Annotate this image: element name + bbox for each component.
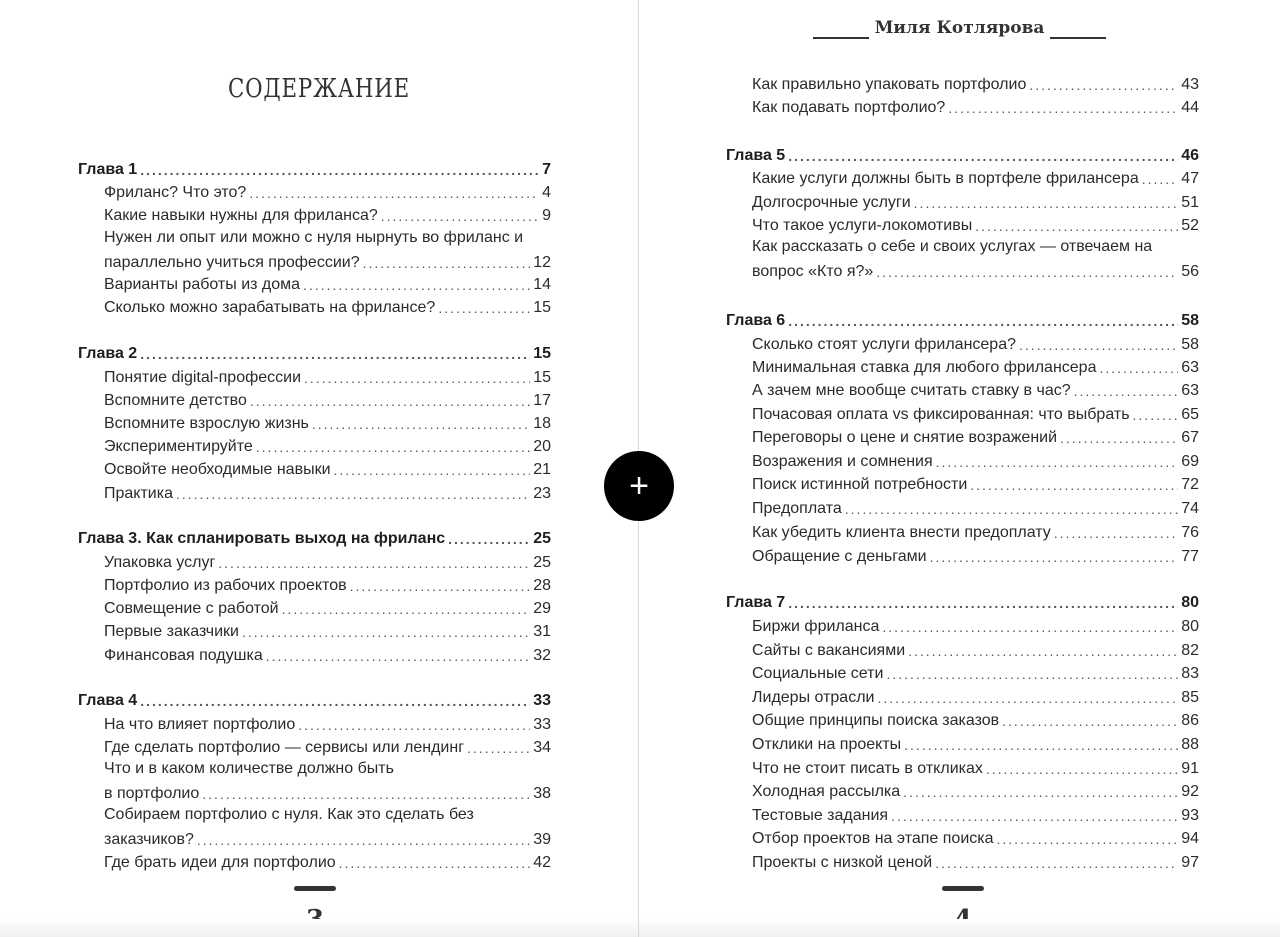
toc-entry[interactable] bbox=[726, 473, 1199, 495]
toc-entry-title: параллельно учиться профессии? bbox=[104, 254, 360, 271]
dot-leader bbox=[256, 437, 530, 457]
toc-page-number: 67 bbox=[1181, 429, 1199, 446]
toc-page-number: 15 bbox=[533, 345, 551, 362]
toc-entry-title: Собираем портфолио с нуля. Как это сделать без bbox=[104, 806, 474, 823]
toc-entry-title: Вспомните детство bbox=[104, 392, 247, 409]
toc-chapter[interactable] bbox=[726, 591, 1199, 613]
toc-chapter[interactable] bbox=[726, 144, 1199, 166]
dot-leader bbox=[1060, 428, 1178, 448]
dot-leader bbox=[448, 529, 530, 549]
toc-page-number: 17 bbox=[533, 392, 551, 409]
chapter-title: Глава 3. Как спланировать выход на фриланс bbox=[78, 530, 446, 547]
toc-entry-title: Предоплата bbox=[752, 500, 842, 517]
author-name: Миля Котлярова bbox=[874, 18, 1045, 38]
dot-leader bbox=[363, 253, 531, 273]
folio-ornament bbox=[942, 886, 984, 891]
dot-leader bbox=[242, 622, 530, 642]
dot-leader bbox=[1002, 711, 1178, 731]
chapter-title: Глава 6 bbox=[726, 312, 786, 329]
toc-chapter[interactable] bbox=[78, 158, 551, 180]
plus-icon: + bbox=[629, 467, 649, 505]
toc-page-number: 28 bbox=[533, 577, 551, 594]
dot-leader bbox=[303, 275, 530, 295]
toc-page-number: 34 bbox=[533, 739, 551, 756]
toc-entry[interactable] bbox=[726, 709, 1199, 731]
toc-entry[interactable] bbox=[78, 204, 551, 226]
toc-entry-title: Отбор проектов на этапе поиска bbox=[752, 830, 994, 847]
dot-leader bbox=[876, 262, 1178, 282]
toc-entry-title: Поиск истинной потребности bbox=[752, 476, 968, 493]
dot-leader bbox=[1029, 75, 1178, 95]
dot-leader bbox=[312, 414, 530, 434]
page-shadow bbox=[0, 919, 638, 937]
toc-page-number: 83 bbox=[1181, 665, 1199, 682]
toc-entry[interactable] bbox=[78, 551, 551, 573]
dot-leader bbox=[1074, 381, 1179, 401]
dot-leader bbox=[788, 593, 1178, 613]
dot-leader bbox=[930, 547, 1179, 567]
toc-page-number: 97 bbox=[1181, 854, 1199, 871]
dot-leader bbox=[882, 617, 1178, 637]
toc-entry[interactable] bbox=[78, 181, 551, 203]
toc-page-number: 58 bbox=[1181, 312, 1199, 329]
toc-page-number: 25 bbox=[533, 530, 551, 547]
toc-page-number: 7 bbox=[542, 161, 551, 178]
toc-page-number: 31 bbox=[533, 623, 551, 640]
toc-page-number: 58 bbox=[1181, 336, 1199, 353]
toc-entry[interactable] bbox=[726, 333, 1199, 355]
toc-page-number: 42 bbox=[533, 854, 551, 871]
toc-entry-title: Как рассказать о себе и своих услугах — отвечаем на bbox=[752, 238, 1153, 255]
toc-entry[interactable] bbox=[726, 757, 1199, 779]
dot-leader bbox=[877, 688, 1178, 708]
toc-page-number: 33 bbox=[533, 716, 551, 733]
toc-entry[interactable] bbox=[726, 662, 1199, 684]
running-head bbox=[639, 18, 1280, 39]
toc-page-number: 4 bbox=[542, 184, 551, 201]
toc-entry-title: Первые заказчики bbox=[104, 623, 239, 640]
toc-entry-title: Тестовые задания bbox=[752, 807, 889, 824]
dot-leader bbox=[1054, 523, 1178, 543]
toc-entry-title: Что и в каком количестве должно быть bbox=[104, 760, 394, 777]
toc-entry-title: Переговоры о цене и снятие возражений bbox=[752, 429, 1058, 446]
toc-entry[interactable] bbox=[726, 615, 1199, 637]
toc-entry-title: Какие услуги должны быть в портфеле фрилансера bbox=[752, 170, 1139, 187]
chapter-title: Глава 1 bbox=[78, 161, 138, 178]
toc-entry-title: Почасовая оплата vs фиксированная: что выбрать bbox=[752, 406, 1130, 423]
toc-page-number: 20 bbox=[533, 438, 551, 455]
toc-entry[interactable] bbox=[78, 251, 551, 273]
toc-page-number: 33 bbox=[533, 692, 551, 709]
toc-entry[interactable] bbox=[726, 851, 1199, 873]
dot-leader bbox=[202, 784, 530, 804]
toc-entry[interactable] bbox=[78, 597, 551, 619]
toc-page-number: 46 bbox=[1181, 147, 1199, 164]
toc-page-number: 91 bbox=[1181, 760, 1199, 777]
toc-page-number: 29 bbox=[533, 600, 551, 617]
dot-leader bbox=[218, 553, 530, 573]
dot-leader bbox=[266, 646, 530, 666]
toc-entry-title: Варианты работы из дома bbox=[104, 276, 301, 293]
toc-entry[interactable] bbox=[726, 497, 1199, 519]
chapter-title: Глава 7 bbox=[726, 594, 786, 611]
toc-entry[interactable] bbox=[78, 482, 551, 504]
toc-entry-title: Проекты с низкой ценой bbox=[752, 854, 933, 871]
toc-entry[interactable] bbox=[726, 521, 1199, 543]
toc-entry[interactable] bbox=[78, 435, 551, 457]
chapter-title: Глава 5 bbox=[726, 147, 786, 164]
toc-entry[interactable] bbox=[78, 828, 551, 850]
toc-chapter[interactable] bbox=[726, 309, 1199, 331]
toc-entry-title: Как подавать портфолио? bbox=[752, 99, 946, 116]
toc-page-number: 56 bbox=[1181, 263, 1199, 280]
toc-page-number: 15 bbox=[533, 299, 551, 316]
toc-entry[interactable] bbox=[78, 458, 551, 480]
dot-leader bbox=[788, 311, 1178, 331]
dot-leader bbox=[908, 641, 1178, 661]
dot-leader bbox=[1142, 169, 1178, 189]
dot-leader bbox=[467, 738, 530, 758]
toc-entry-title: Что не стоит писать в откликах bbox=[752, 760, 983, 777]
dot-leader bbox=[140, 691, 530, 711]
toc-page-number: 25 bbox=[533, 554, 551, 571]
toc-entry[interactable] bbox=[78, 620, 551, 642]
toc-entry-title: Сайты с вакансиями bbox=[752, 642, 906, 659]
dot-leader bbox=[886, 664, 1178, 684]
toc-entry[interactable] bbox=[78, 644, 551, 666]
toc-entry-title: Как убедить клиента внести предоплату bbox=[752, 524, 1051, 541]
page-shadow bbox=[639, 919, 1280, 937]
folio-ornament bbox=[294, 886, 336, 891]
toc-entry-title: Нужен ли опыт или можно с нуля нырнуть во фриланс и bbox=[104, 229, 524, 246]
toc-page-number: 12 bbox=[533, 254, 551, 271]
toc-page-number: 80 bbox=[1181, 594, 1199, 611]
toc-chapter[interactable] bbox=[78, 527, 551, 549]
toc-entry[interactable] bbox=[726, 167, 1199, 189]
chapter-title: Глава 4 bbox=[78, 692, 138, 709]
page-title: СОДЕРЖАНИЕ bbox=[227, 74, 411, 104]
dot-leader bbox=[1099, 358, 1178, 378]
toc-entry[interactable] bbox=[78, 366, 551, 388]
dot-leader bbox=[948, 98, 1178, 118]
dot-leader bbox=[438, 298, 530, 318]
toc-entry[interactable] bbox=[78, 736, 551, 758]
dot-leader bbox=[970, 475, 1178, 495]
dot-leader bbox=[140, 344, 530, 364]
toc-entry[interactable] bbox=[726, 260, 1199, 282]
toc-page-number: 18 bbox=[533, 415, 551, 432]
toc-entry-title: заказчиков? bbox=[104, 831, 194, 848]
toc-page-number: 93 bbox=[1181, 807, 1199, 824]
dot-leader bbox=[936, 452, 1179, 472]
toc-page-number: 15 bbox=[533, 369, 551, 386]
dot-leader bbox=[891, 806, 1178, 826]
dot-leader bbox=[381, 206, 539, 226]
dot-leader bbox=[350, 576, 531, 596]
toc-entry-title: Минимальная ставка для любого фрилансера bbox=[752, 359, 1097, 376]
toc-entry-title: Социальные сети bbox=[752, 665, 884, 682]
toc-entry-title: Обращение с деньгами bbox=[752, 548, 927, 565]
toc-entry[interactable] bbox=[726, 403, 1199, 425]
dot-leader bbox=[788, 146, 1178, 166]
toc-page-number: 92 bbox=[1181, 783, 1199, 800]
toc-entry-title: Портфолио из рабочих проектов bbox=[104, 577, 347, 594]
toc-page-number: 39 bbox=[533, 831, 551, 848]
toc-entry-title: вопрос «Кто я?» bbox=[752, 263, 874, 280]
toc-page-number: 88 bbox=[1181, 736, 1199, 753]
toc-entry-title: Холодная рассылка bbox=[752, 783, 901, 800]
dot-leader bbox=[845, 499, 1178, 519]
toc-entry[interactable] bbox=[78, 782, 551, 804]
toc-entry[interactable] bbox=[78, 412, 551, 434]
dot-leader bbox=[975, 216, 1178, 236]
dot-leader bbox=[304, 368, 530, 388]
toc-page-number: 9 bbox=[542, 207, 551, 224]
toc-entry-title: На что влияет портфолио bbox=[104, 716, 296, 733]
toc-page-number: 51 bbox=[1181, 194, 1199, 211]
toc-entry-title: в портфолио bbox=[104, 785, 200, 802]
toc-entry-title: Финансовая подушка bbox=[104, 647, 263, 664]
left-page bbox=[0, 0, 639, 937]
toc-page-number: 69 bbox=[1181, 453, 1199, 470]
toc-entry-title: Где брать идеи для портфолио bbox=[104, 854, 336, 871]
dot-leader bbox=[1019, 335, 1178, 355]
toc-entry-title: Отклики на проекты bbox=[752, 736, 902, 753]
toc-entry-title: Как правильно упаковать портфолио bbox=[752, 76, 1027, 93]
toc-page-number: 77 bbox=[1181, 548, 1199, 565]
toc-chapter[interactable] bbox=[78, 342, 551, 364]
toc-page-number: 85 bbox=[1181, 689, 1199, 706]
toc-entry-title: Лидеры отрасли bbox=[752, 689, 875, 706]
toc-page-number: 80 bbox=[1181, 618, 1199, 635]
toc-entry[interactable] bbox=[726, 426, 1199, 448]
toc-entry-title: Сколько можно зарабатывать на фрилансе? bbox=[104, 299, 436, 316]
dot-leader bbox=[250, 391, 530, 411]
toc-page-number: 52 bbox=[1181, 217, 1199, 234]
toc-entry-title: Фриланс? Что это? bbox=[104, 184, 247, 201]
toc-entry[interactable] bbox=[726, 450, 1199, 472]
toc-entry[interactable] bbox=[726, 780, 1199, 802]
toc-entry[interactable] bbox=[726, 639, 1199, 661]
dot-leader bbox=[904, 735, 1178, 755]
toc-page-number: 32 bbox=[533, 647, 551, 664]
toc-chapter[interactable] bbox=[78, 689, 551, 711]
toc-page-number: 74 bbox=[1181, 500, 1199, 517]
toc-page-number: 23 bbox=[533, 485, 551, 502]
dot-leader bbox=[1133, 405, 1179, 425]
toc-page-number: 63 bbox=[1181, 382, 1199, 399]
dot-leader bbox=[334, 460, 531, 480]
toc-entry[interactable] bbox=[78, 296, 551, 318]
toc-entry-title: Общие принципы поиска заказов bbox=[752, 712, 1000, 729]
dot-leader bbox=[176, 484, 530, 504]
dot-leader bbox=[140, 160, 539, 180]
toc-entry-title: Освойте необходимые навыки bbox=[104, 461, 331, 478]
toc-entry[interactable] bbox=[726, 545, 1199, 567]
dot-leader bbox=[914, 193, 1179, 213]
toc-entry[interactable] bbox=[78, 713, 551, 735]
toc-page-number: 47 bbox=[1181, 170, 1199, 187]
toc-entry-title: Вспомните взрослую жизнь bbox=[104, 415, 309, 432]
toc-entry[interactable] bbox=[726, 804, 1199, 826]
zoom-in-button[interactable] bbox=[604, 451, 674, 521]
dot-leader bbox=[298, 715, 530, 735]
toc-entry-title: Возражения и сомнения bbox=[752, 453, 933, 470]
dot-leader bbox=[997, 829, 1179, 849]
toc-entry-title: Сколько стоят услуги фрилансера? bbox=[752, 336, 1016, 353]
toc-page-number: 65 bbox=[1181, 406, 1199, 423]
toc-entry-title: Биржи фриланса bbox=[752, 618, 880, 635]
dot-leader bbox=[903, 782, 1178, 802]
dot-leader bbox=[986, 759, 1178, 779]
toc-page-number: 94 bbox=[1181, 830, 1199, 847]
toc-page-number: 44 bbox=[1181, 99, 1199, 116]
toc-entry[interactable] bbox=[726, 733, 1199, 755]
running-head-rule bbox=[1050, 37, 1106, 39]
toc-entry-title: Где сделать портфолио — сервисы или лендинг bbox=[104, 739, 465, 756]
toc-page-number: 14 bbox=[533, 276, 551, 293]
toc-entry[interactable] bbox=[726, 686, 1199, 708]
toc-entry[interactable] bbox=[78, 851, 551, 873]
toc-entry[interactable] bbox=[78, 273, 551, 295]
toc-entry-title: Экспериментируйте bbox=[104, 438, 253, 455]
toc-page-number: 72 bbox=[1181, 476, 1199, 493]
running-head-rule bbox=[813, 37, 869, 39]
toc-page-number: 38 bbox=[533, 785, 551, 802]
toc-entry[interactable] bbox=[726, 379, 1199, 401]
toc-entry[interactable] bbox=[726, 827, 1199, 849]
toc-entry[interactable] bbox=[726, 96, 1199, 118]
chapter-title: Глава 2 bbox=[78, 345, 138, 362]
toc-page-number: 76 bbox=[1181, 524, 1199, 541]
toc-page-number: 63 bbox=[1181, 359, 1199, 376]
toc-page-number: 43 bbox=[1181, 76, 1199, 93]
toc-entry[interactable] bbox=[726, 73, 1199, 95]
toc-entry[interactable] bbox=[78, 389, 551, 411]
dot-leader bbox=[935, 853, 1178, 873]
toc-entry-title: Понятие digital-профессии bbox=[104, 369, 302, 386]
toc-entry-title: А зачем мне вообще считать ставку в час? bbox=[752, 382, 1071, 399]
toc-entry-title: Упаковка услуг bbox=[104, 554, 216, 571]
dot-leader bbox=[197, 830, 530, 850]
dot-leader bbox=[249, 183, 539, 203]
toc-entry-title: Совмещение с работой bbox=[104, 600, 279, 617]
toc-entry-title: Что такое услуги-локомотивы bbox=[752, 217, 973, 234]
toc-entry-title: Какие навыки нужны для фриланса? bbox=[104, 207, 378, 224]
toc-page-number: 21 bbox=[533, 461, 551, 478]
toc-entry[interactable] bbox=[78, 574, 551, 596]
toc-page-number: 82 bbox=[1181, 642, 1199, 659]
toc-entry-title: Практика bbox=[104, 485, 173, 502]
toc-entry[interactable] bbox=[726, 356, 1199, 378]
toc-entry[interactable] bbox=[726, 214, 1199, 236]
toc-page-number: 86 bbox=[1181, 712, 1199, 729]
dot-leader bbox=[282, 599, 531, 619]
dot-leader bbox=[339, 853, 531, 873]
toc-entry[interactable] bbox=[726, 191, 1199, 213]
toc-entry-title: Долгосрочные услуги bbox=[752, 194, 911, 211]
